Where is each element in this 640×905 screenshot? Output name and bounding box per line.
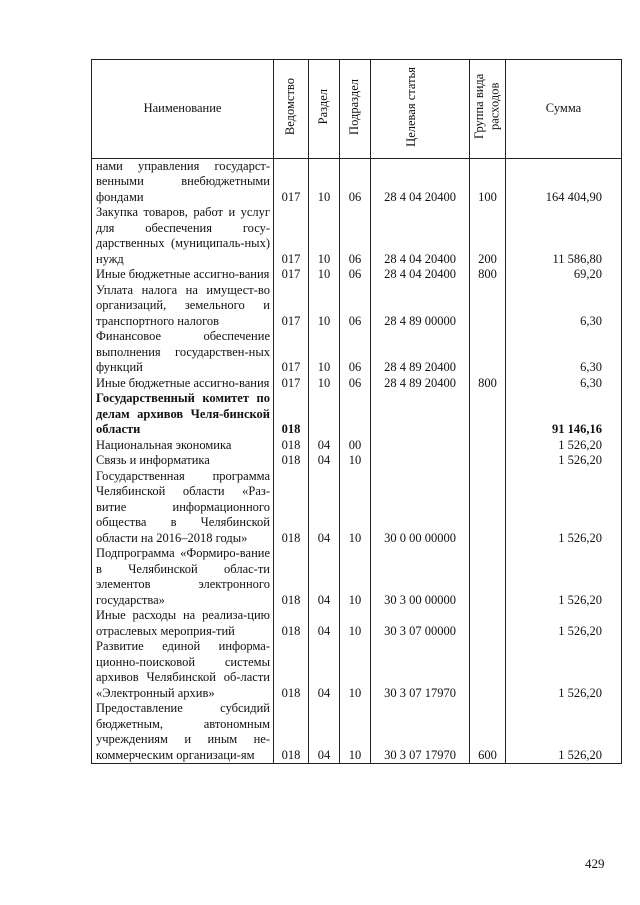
header-vedomstvo: Ведомство xyxy=(274,60,309,159)
cell-vedomstvo: 018 xyxy=(274,453,309,469)
header-gruppa-vida-rashodov: Группа вида расходов xyxy=(470,60,506,159)
table-row xyxy=(92,639,622,701)
cell-celevaya-statya xyxy=(371,438,470,454)
table-row xyxy=(92,701,622,764)
cell-gruppa xyxy=(470,438,506,454)
cell-summa: 164 404,90 xyxy=(506,158,622,205)
cell-gruppa xyxy=(470,546,506,608)
cell-podrazdel: 06 xyxy=(340,283,371,330)
cell-razdel xyxy=(309,391,340,438)
cell-summa: 1 526,20 xyxy=(506,639,622,701)
cell-summa: 1 526,20 xyxy=(506,453,622,469)
cell-podrazdel: 10 xyxy=(340,453,371,469)
cell-gruppa: 600 xyxy=(470,701,506,764)
cell-summa: 1 526,20 xyxy=(506,701,622,764)
budget-table xyxy=(91,59,622,764)
cell-name: Иные расходы на реализа-цию отраслевых мероприя-тий xyxy=(92,608,274,639)
table-row xyxy=(92,283,622,330)
table-row xyxy=(92,158,622,205)
header-podrazdel: Подраздел xyxy=(340,60,371,159)
table-row xyxy=(92,329,622,376)
cell-gruppa xyxy=(470,391,506,438)
table-header-row xyxy=(92,60,622,159)
cell-summa: 6,30 xyxy=(506,329,622,376)
page-number: 429 xyxy=(585,856,605,871)
cell-summa: 69,20 xyxy=(506,267,622,283)
table-row xyxy=(92,205,622,267)
cell-podrazdel: 10 xyxy=(340,639,371,701)
cell-razdel: 04 xyxy=(309,701,340,764)
cell-celevaya-statya: 28 4 04 20400 xyxy=(371,158,470,205)
cell-vedomstvo: 018 xyxy=(274,608,309,639)
header-name: Наименование xyxy=(92,60,274,159)
cell-celevaya-statya: 28 4 04 20400 xyxy=(371,205,470,267)
cell-gruppa: 800 xyxy=(470,376,506,392)
cell-name: Связь и информатика xyxy=(92,453,274,469)
cell-podrazdel: 06 xyxy=(340,267,371,283)
cell-celevaya-statya: 30 3 07 17970 xyxy=(371,639,470,701)
cell-podrazdel: 06 xyxy=(340,158,371,205)
cell-vedomstvo: 018 xyxy=(274,546,309,608)
cell-summa: 11 586,80 xyxy=(506,205,622,267)
cell-summa: 1 526,20 xyxy=(506,608,622,639)
cell-name: Закупка товаров, работ и услуг для обеспечения госу-дарственных (муниципаль-ных) нужд xyxy=(92,205,274,267)
cell-celevaya-statya: 30 3 07 17970 xyxy=(371,701,470,764)
table-row xyxy=(92,608,622,639)
cell-name: Уплата налога на имущест-во организаций, земельного и транспортного налогов xyxy=(92,283,274,330)
table-row xyxy=(92,267,622,283)
cell-podrazdel xyxy=(340,391,371,438)
cell-gruppa xyxy=(470,608,506,639)
cell-razdel: 04 xyxy=(309,438,340,454)
cell-razdel: 10 xyxy=(309,158,340,205)
table-row xyxy=(92,376,622,392)
cell-celevaya-statya: 30 3 00 00000 xyxy=(371,546,470,608)
cell-name: Национальная экономика xyxy=(92,438,274,454)
header-razdel: Раздел xyxy=(309,60,340,159)
cell-razdel: 10 xyxy=(309,205,340,267)
cell-name: Подпрограмма «Формиро-вание в Челябинской облас-ти элементов электронного государства» xyxy=(92,546,274,608)
cell-podrazdel: 06 xyxy=(340,329,371,376)
cell-vedomstvo: 018 xyxy=(274,701,309,764)
cell-vedomstvo: 018 xyxy=(274,391,309,438)
cell-summa: 1 526,20 xyxy=(506,438,622,454)
table-body xyxy=(92,158,622,764)
cell-vedomstvo: 017 xyxy=(274,267,309,283)
cell-podrazdel: 10 xyxy=(340,546,371,608)
cell-podrazdel: 06 xyxy=(340,205,371,267)
table-row xyxy=(92,391,622,438)
cell-name: Государственный комитет по делам архивов Челя-бинской области xyxy=(92,391,274,438)
cell-razdel: 04 xyxy=(309,453,340,469)
cell-name: Предоставление субсидий бюджетным, автономным учреждениям и иным не-коммерческим организаци-ям xyxy=(92,701,274,764)
cell-name: Иные бюджетные ассигно-вания xyxy=(92,376,274,392)
cell-name: нами управления государст-венными внебюджетными фондами xyxy=(92,158,274,205)
cell-summa: 6,30 xyxy=(506,283,622,330)
cell-gruppa: 800 xyxy=(470,267,506,283)
cell-celevaya-statya: 28 4 89 00000 xyxy=(371,283,470,330)
cell-gruppa: 100 xyxy=(470,158,506,205)
cell-vedomstvo: 017 xyxy=(274,283,309,330)
cell-razdel: 04 xyxy=(309,469,340,547)
cell-celevaya-statya xyxy=(371,391,470,438)
cell-gruppa xyxy=(470,469,506,547)
cell-celevaya-statya: 30 3 07 00000 xyxy=(371,608,470,639)
cell-podrazdel: 10 xyxy=(340,701,371,764)
cell-name: Финансовое обеспечение выполнения государствен-ных функций xyxy=(92,329,274,376)
table-row xyxy=(92,469,622,547)
cell-celevaya-statya: 28 4 04 20400 xyxy=(371,267,470,283)
cell-razdel: 10 xyxy=(309,329,340,376)
table-row xyxy=(92,453,622,469)
cell-gruppa: 200 xyxy=(470,205,506,267)
cell-razdel: 04 xyxy=(309,608,340,639)
cell-summa: 6,30 xyxy=(506,376,622,392)
table-row xyxy=(92,546,622,608)
cell-podrazdel: 00 xyxy=(340,438,371,454)
cell-razdel: 10 xyxy=(309,267,340,283)
cell-razdel: 04 xyxy=(309,639,340,701)
cell-celevaya-statya: 28 4 89 20400 xyxy=(371,376,470,392)
cell-podrazdel: 10 xyxy=(340,608,371,639)
cell-vedomstvo: 017 xyxy=(274,158,309,205)
cell-gruppa xyxy=(470,329,506,376)
cell-vedomstvo: 017 xyxy=(274,376,309,392)
header-summa: Сумма xyxy=(506,60,622,159)
table-row xyxy=(92,438,622,454)
cell-razdel: 10 xyxy=(309,283,340,330)
cell-name: Иные бюджетные ассигно-вания xyxy=(92,267,274,283)
cell-celevaya-statya xyxy=(371,453,470,469)
cell-razdel: 04 xyxy=(309,546,340,608)
cell-summa: 91 146,16 xyxy=(506,391,622,438)
cell-vedomstvo: 018 xyxy=(274,438,309,454)
cell-gruppa xyxy=(470,639,506,701)
cell-vedomstvo: 018 xyxy=(274,639,309,701)
cell-razdel: 10 xyxy=(309,376,340,392)
cell-podrazdel: 06 xyxy=(340,376,371,392)
cell-vedomstvo: 017 xyxy=(274,329,309,376)
cell-name: Государственная программа Челябинской области «Раз-витие информационного общества в Челябинской области на 2016–2018 годы» xyxy=(92,469,274,547)
cell-gruppa xyxy=(470,283,506,330)
cell-summa: 1 526,20 xyxy=(506,546,622,608)
cell-name: Развитие единой информа-ционно-поисковой системы архивов Челябинской об-ласти «Электронный архив» xyxy=(92,639,274,701)
cell-celevaya-statya: 30 0 00 00000 xyxy=(371,469,470,547)
cell-vedomstvo: 018 xyxy=(274,469,309,547)
cell-summa: 1 526,20 xyxy=(506,469,622,547)
header-celevaya-statya: Целевая статья xyxy=(371,60,470,159)
cell-celevaya-statya: 28 4 89 20400 xyxy=(371,329,470,376)
cell-gruppa xyxy=(470,453,506,469)
cell-podrazdel: 10 xyxy=(340,469,371,547)
cell-vedomstvo: 017 xyxy=(274,205,309,267)
